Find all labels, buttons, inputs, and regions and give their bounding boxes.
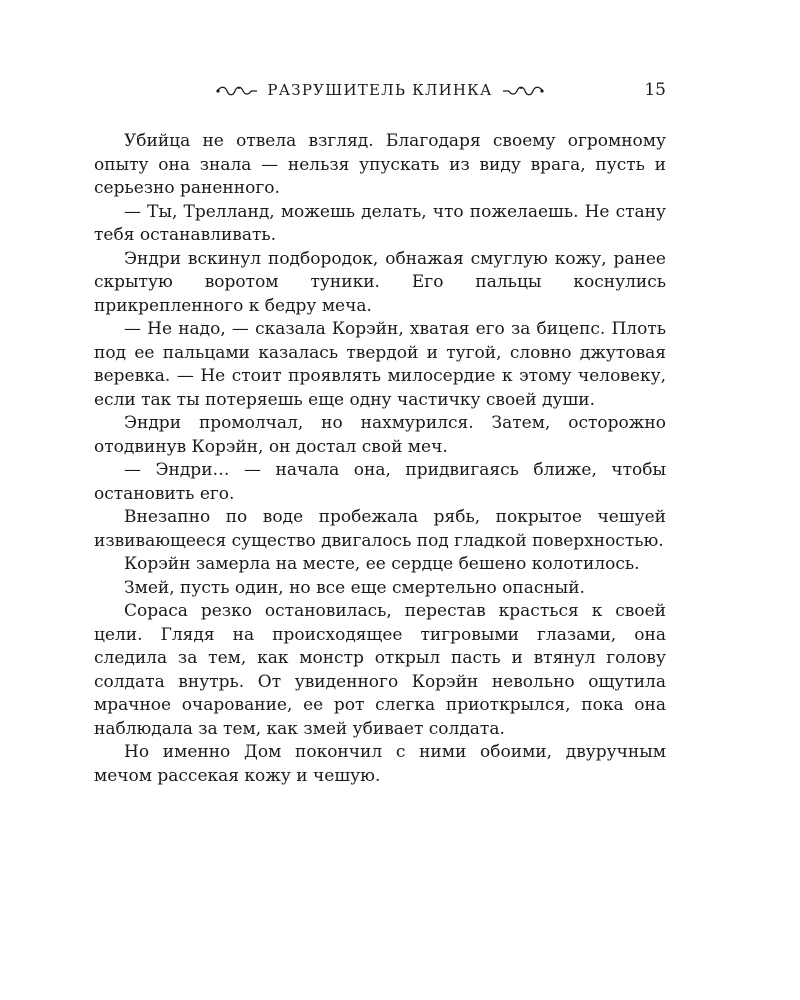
left-flourish-ornament-icon bbox=[215, 85, 259, 97]
paragraph: Убийца не отвела взгляд. Благодаря своему огромному опыту она знала — нельзя упускать из виду врага, пусть и серьезно раненного. bbox=[94, 131, 666, 198]
paragraph: — Не надо, — сказала Корэйн, хватая его за бицепс. Плоть под ее пальцами казалась твердой и тугой, словно джутовая веревка. — Не стоит проявлять милосердие к этому человеку, если так ты потеряешь еще одну частичку своей души. bbox=[94, 319, 666, 410]
paragraph: Корэйн замерла на месте, ее сердце бешено колотилось. bbox=[124, 554, 640, 574]
page-number: 15 bbox=[644, 80, 666, 100]
body-text bbox=[94, 130, 666, 788]
running-head-center bbox=[94, 76, 666, 104]
paragraph: Внезапно по воде пробежала рябь, покрытое чешуей извивающееся существо двигалось под гладкой поверхностью. bbox=[94, 507, 666, 551]
paragraph: — Эндри… — начала она, придвигаясь ближе, чтобы остановить его. bbox=[94, 460, 666, 504]
paragraph: Эндри промолчал, но нахмурился. Затем, осторожно отодвинув Корэйн, он достал свой меч. bbox=[94, 413, 666, 457]
paragraph: — Ты, Трелланд, можешь делать, что пожелаешь. Не стану тебя останавливать. bbox=[94, 201, 666, 245]
paragraph: Эндри вскинул подбородок, обнажая смуглую кожу, ранее скрытую воротом туники. Его пальцы коснулись прикрепленного к бедру меча. bbox=[94, 248, 666, 316]
paragraph: Сораса резко остановилась, перестав красться к своей цели. Глядя на происходящее тигровыми глазами, она следила за тем, как монстр открыл пасть и втянул голову солдата внутрь. От увиденного Корэйн невольно ощутила мрачное очарование, ее рот слегка приоткрылся, пока она наблюдала за тем, как змей убивает солдата. bbox=[94, 601, 666, 739]
book-title: РАЗРУШИТЕЛЬ КЛИНКА bbox=[267, 81, 493, 99]
paragraph: Но именно Дом покончил с ними обоими, двуручным мечом рассекая кожу и чешую. bbox=[94, 742, 666, 786]
right-flourish-ornament-icon bbox=[501, 85, 545, 97]
paragraph: Змей, пусть один, но все еще смертельно опасный. bbox=[124, 577, 585, 598]
running-head bbox=[94, 76, 666, 104]
